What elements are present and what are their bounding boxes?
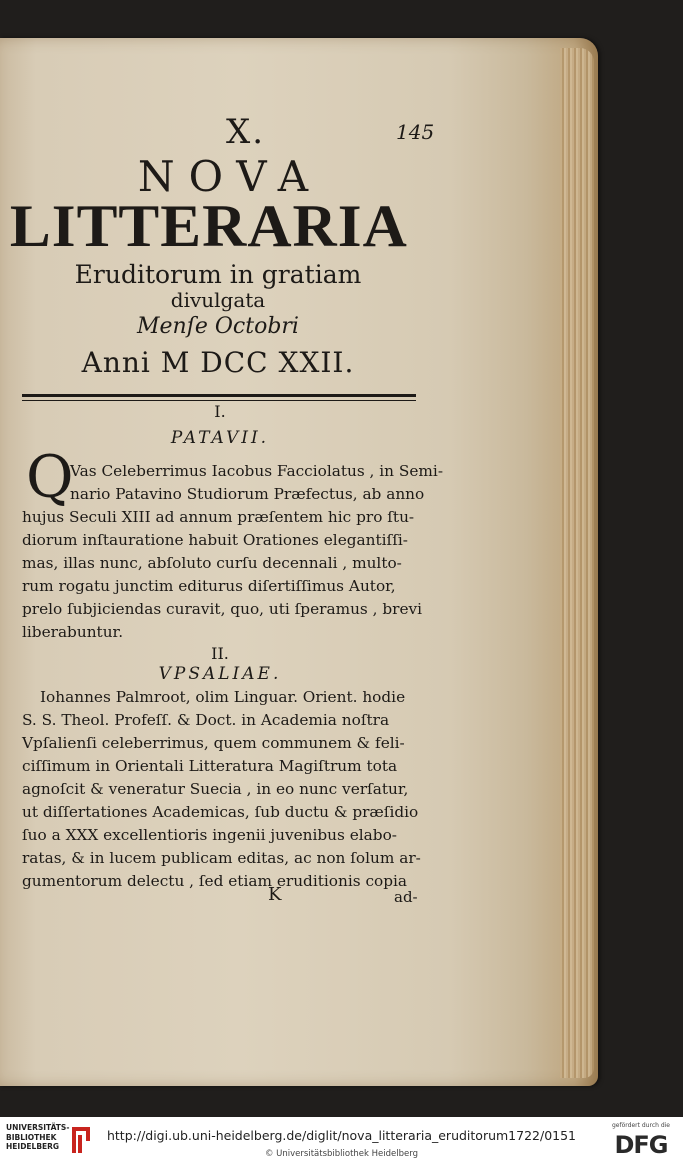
text-line: S. S. Theol. Profeſſ. & Doct. in Academia noſtra [22, 711, 390, 729]
title-litteraria: LITTERARIA [9, 193, 408, 259]
section-2-number: II. [211, 644, 229, 663]
text-line: Vas Celeberrimus Iacobus Facciolatus , in Semi- [70, 462, 443, 480]
subtitle-month: Menſe Octobri [137, 314, 299, 339]
catchword: ad- [394, 888, 418, 906]
title-nova: NOVA [137, 152, 323, 201]
signature-mark: K [268, 884, 282, 905]
library-line: HEIDELBERG [6, 1142, 60, 1151]
subtitle: Eruditorum in gratiam [74, 260, 362, 289]
text-line: hujus Seculi XIII ad annum præſentem hic pro ſtu- [22, 508, 415, 526]
page-number: 145 [396, 120, 435, 144]
text-line: ratas, & in lucem publicam editas, ac non ſolum ar- [22, 849, 421, 867]
divider-rule-thin [22, 400, 416, 401]
subtitle-year: Anni M DCC XXII. [81, 346, 355, 379]
text-line: nario Patavino Studiorum Præfectus, ab anno [70, 485, 425, 503]
dfg-logo[interactable]: DFG [614, 1131, 668, 1159]
text-line: ut diſſertationes Academicas, ſub ductu & præſidio [22, 803, 419, 821]
permalink-url[interactable]: http://digi.ub.uni-heidelberg.de/diglit/nova_litteraria_eruditorum1722/0151 [106, 1128, 577, 1143]
chapter-number: X. [226, 112, 266, 152]
subtitle-divulgata: divulgata [170, 288, 266, 312]
dfg-label: gefördert durch die [612, 1122, 670, 1129]
library-line: UNIVERSITÄTS- [6, 1123, 70, 1132]
section-1-number: I. [214, 402, 226, 421]
text-line: ciſſimum in Orientali Litteratura Magiſtrum tota [22, 757, 398, 775]
divider-rule [22, 394, 416, 397]
text-line: ſuo a XXX excellentioris ingenii juvenibus elabo- [22, 826, 397, 844]
text-line: Vpſalienſi celeberrimus, quem communem & feli- [22, 734, 405, 752]
text-line: Iohannes Palmroot, olim Linguar. Orient. hodie [40, 688, 406, 706]
text-line: liberabuntur. [22, 623, 124, 641]
text-line: agnoſcit & veneratur Suecia , in eo nunc verſatur, [22, 780, 409, 798]
section-1-place: PATAVII. [170, 428, 270, 448]
text-line: mas, illas nunc, abſoluto curſu decennali , multo- [22, 554, 402, 572]
page-edge [560, 48, 594, 1078]
section-2-place: VPSALIAE. [158, 664, 282, 684]
text-line: rum rogatu junctim editurus diſertiſſimus Autor, [22, 577, 396, 595]
text-line: prelo ſubjiciendas curavit, quo, uti ſperamus , brevi [22, 600, 423, 618]
drop-capital: Q [26, 443, 74, 511]
text-line: diorum inſtauratione habuit Orationes elegantiſſi- [22, 531, 408, 549]
text-line: gumentorum delectu , ſed etiam eruditionis copia [22, 872, 408, 890]
library-line: BIBLIOTHEK [6, 1132, 57, 1142]
copyright-notice: © Universitätsbibliothek Heidelberg [264, 1149, 418, 1159]
